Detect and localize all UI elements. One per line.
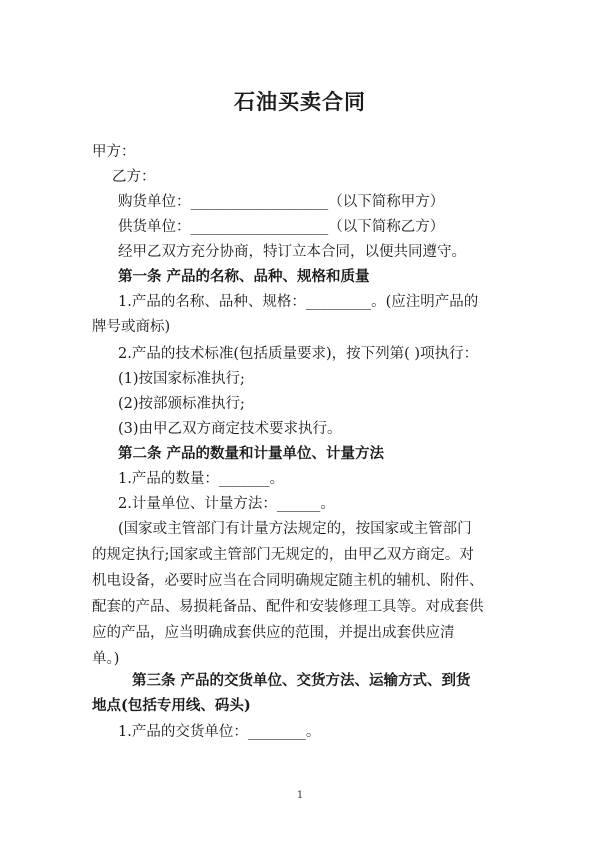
article-1-item-1b: 牌号或商标)	[92, 319, 171, 335]
party-a-line: 甲方：	[92, 144, 136, 160]
article-2-item-2: 2.计量单位、计量方法：______。	[118, 496, 335, 512]
article-1-item-2: 2.产品的技术标准(包括质量要求)，按下列第( )项执行：	[118, 346, 479, 362]
article-3-item-1: 1.产品的交货单位：________。	[118, 724, 321, 740]
article-2-note-line-2: 的规定执行;国家或主管部门无规定的，由甲乙双方商定。对	[92, 547, 474, 563]
intro-line: 经甲乙双方充分协商，特订立本合同，以便共同遵守。	[118, 244, 466, 260]
seller-line: 供货单位：___________________（以下简称乙方）	[118, 219, 445, 235]
article-2-note-line-3: 机电设备，必要时应当在合同明确规定随主机的辅机、附件、	[92, 573, 484, 589]
article-1-title: 第一条 产品的名称、品种、规格和质量	[118, 268, 370, 285]
document-title: 石油买卖合同	[234, 89, 366, 114]
article-1-item-2-1: (1)按国家标准执行;	[118, 371, 245, 387]
party-b-line: 乙方：	[112, 169, 156, 185]
article-3-title-line-1: 第三条 产品的交货单位、交货方法、运输方式、到货	[132, 672, 471, 689]
page-number: 1	[296, 790, 304, 801]
article-3-title-line-2: 地点(包括专用线、码头)	[92, 697, 251, 714]
buyer-line: 购货单位：___________________（以下简称甲方）	[118, 194, 445, 210]
article-1-item-2-2: (2)按部颁标准执行;	[118, 396, 245, 412]
article-2-note-line-1: (国家或主管部门有计量方法规定的，按国家或主管部门	[118, 521, 472, 537]
article-2-item-1: 1.产品的数量：_______。	[118, 471, 285, 487]
article-2-title: 第二条 产品的数量和计量单位、计量方法	[118, 445, 385, 462]
article-2-note-line-4: 配套的产品、易损耗备品、配件和安装修理工具等。对成套供	[92, 599, 484, 615]
article-2-note-line-5: 应的产品，应当明确成套供应的范围，并提出成套供应清	[92, 625, 455, 641]
article-2-note-line-6: 单。)	[92, 651, 120, 667]
article-1-item-1a: 1.产品的名称、品种、规格：_________。(应注明产品的	[118, 294, 479, 310]
article-1-item-2-3: (3)由甲乙双方商定技术要求执行。	[118, 421, 342, 437]
